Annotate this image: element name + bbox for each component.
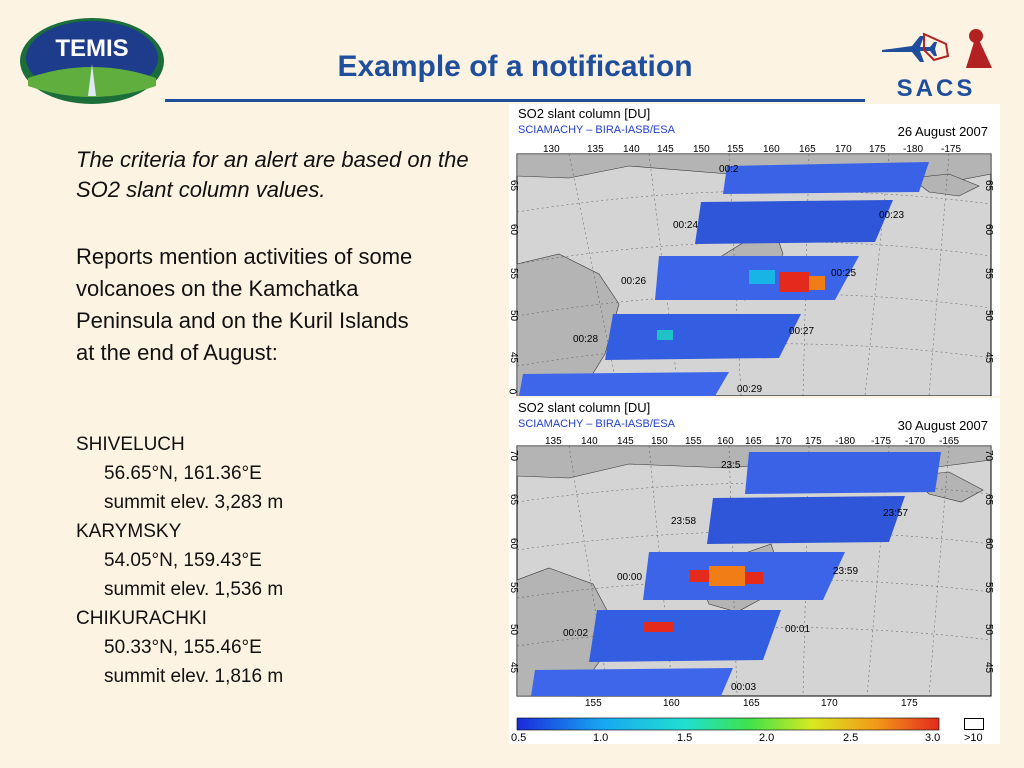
map-date: 26 August 2007 (897, 124, 988, 139)
lon-tick: 140 (623, 144, 640, 155)
colorbar-label: 1.5 (677, 732, 693, 744)
lon-tick: -180 (903, 144, 924, 155)
lat-tick: 45 (983, 351, 995, 364)
volcano-name: KARYMSKY (76, 521, 182, 542)
lon-tick-bottom: 165 (743, 698, 760, 709)
map-subtitle: SCIAMACHY – BIRA-IASB/ESA (518, 124, 675, 136)
volcano-coords: 54.05°N, 159.43°E (104, 550, 262, 571)
map-subtitle: SCIAMACHY – BIRA-IASB/ESA (518, 418, 675, 430)
volcano-name: CHIKURACHKI (76, 608, 207, 629)
orbit-time: 00:01 (785, 624, 811, 635)
map-title: SO2 slant column [DU] (518, 106, 651, 121)
page-title: Example of a notification (337, 50, 693, 83)
volcano-elevation: summit elev. 3,283 m (104, 492, 284, 513)
sacs-logo-text: SACS (896, 75, 976, 102)
lon-tick: -175 (941, 144, 962, 155)
lon-tick: 150 (693, 144, 710, 155)
lon-tick: 135 (545, 436, 562, 447)
lat-tick: 50 (983, 623, 995, 636)
lat-tick: 70 (508, 449, 520, 462)
lat-tick: 50 (508, 623, 520, 636)
sacs-logo (874, 22, 1004, 102)
lon-tick: 160 (717, 436, 734, 447)
lon-tick-bottom: 155 (585, 698, 602, 709)
orbit-time: 23:59 (833, 566, 859, 577)
map-date: 30 August 2007 (897, 418, 988, 433)
lat-tick: 50 (508, 309, 520, 322)
lon-tick: 145 (617, 436, 634, 447)
volcano-icon (966, 29, 992, 68)
lat-tick: 45 (508, 661, 520, 674)
lon-tick: 175 (805, 436, 822, 447)
orbit-time: 00:28 (573, 334, 599, 345)
lon-tick: 175 (869, 144, 886, 155)
lon-tick: 170 (835, 144, 852, 155)
lat-tick: 50 (983, 309, 995, 322)
lat-tick: 65 (983, 179, 995, 192)
orbit-time: 00:27 (789, 326, 815, 337)
lat-tick: 60 (983, 223, 995, 236)
lat-tick: 60 (508, 223, 520, 236)
lat-tick: 60 (508, 537, 520, 550)
orbit-time: 00:25 (831, 268, 857, 279)
lon-tick: 135 (587, 144, 604, 155)
lon-tick: 155 (727, 144, 744, 155)
volcano-item (76, 604, 406, 691)
lon-tick: 155 (685, 436, 702, 447)
volcano-coords: 50.33°N, 155.46°E (104, 637, 262, 658)
orbit-time: 00:2 (719, 164, 739, 175)
volcano-coords: 56.65°N, 161.36°E (104, 463, 262, 484)
lon-tick-bottom: 170 (821, 698, 838, 709)
volcano-elevation: summit elev. 1,816 m (104, 666, 284, 687)
so2-map-26-august (506, 104, 1000, 396)
lon-tick: 165 (799, 144, 816, 155)
lon-tick: 130 (543, 144, 560, 155)
orbit-time: 00:02 (563, 628, 589, 639)
lon-tick: -165 (939, 436, 960, 447)
temis-logo-text: TEMIS (55, 35, 129, 62)
lon-tick: -170 (905, 436, 926, 447)
airplane-icon (882, 36, 937, 62)
criteria-text: The criteria for an alert are based on the SO2 slant column values. (76, 147, 469, 202)
temis-logo (18, 16, 166, 106)
lat-tick: 60 (983, 537, 995, 550)
lat-tick: 65 (508, 179, 520, 192)
orbit-time: 23:58 (671, 516, 697, 527)
volcano-item (76, 430, 406, 517)
title-divider (165, 99, 865, 102)
colorbar-label: 2.0 (759, 732, 775, 744)
lat-tick: 55 (983, 267, 995, 280)
lon-tick-bottom: 160 (663, 698, 680, 709)
lat-tick: 55 (508, 267, 520, 280)
orbit-time: 00:23 (879, 210, 905, 221)
volcano-list (76, 430, 406, 691)
orbit-time: 00:00 (617, 572, 643, 583)
volcano-name: SHIVELUCH (76, 434, 185, 455)
orbit-time: 00:03 (731, 682, 757, 693)
lon-tick-bottom: 175 (901, 698, 918, 709)
lat-tick: 45 (508, 351, 520, 364)
lat-tick: 70 (983, 449, 995, 462)
colorbar (517, 718, 939, 730)
reports-text: Reports mention activities of some volcanoes on the Kamchatka Peninsula and on the Kuril Islands at the end of August: (76, 244, 413, 365)
lat-tick: 55 (983, 581, 995, 594)
volcano-item (76, 517, 406, 604)
orbit-time: 00:29 (737, 384, 763, 395)
lat-tick: 65 (508, 493, 520, 506)
volcano-elevation: summit elev. 1,536 m (104, 579, 284, 600)
colorbar-max-swatch (964, 718, 984, 730)
colorbar-label: 3.0 (925, 732, 941, 744)
lon-tick: 165 (745, 436, 762, 447)
colorbar-label: >10 (964, 732, 983, 744)
lat-tick: 0 (506, 388, 518, 395)
colorbar-label: 1.0 (593, 732, 609, 744)
lon-tick: 160 (763, 144, 780, 155)
lat-tick: 65 (983, 493, 995, 506)
lon-tick: 145 (657, 144, 674, 155)
lon-tick: -180 (835, 436, 856, 447)
orbit-time: 00:24 (673, 220, 699, 231)
so2-map-30-august (509, 398, 1000, 744)
lon-tick: 170 (775, 436, 792, 447)
orbit-time: 23:57 (883, 508, 909, 519)
lon-tick: -175 (871, 436, 892, 447)
orbit-time: 23:5 (721, 460, 741, 471)
lon-tick: 150 (651, 436, 668, 447)
colorbar-label: 0.5 (511, 732, 527, 744)
map-title: SO2 slant column [DU] (518, 400, 651, 415)
colorbar-label: 2.5 (843, 732, 859, 744)
so2-map-plot (509, 104, 1000, 396)
lat-tick: 45 (983, 661, 995, 674)
orbit-time: 00:26 (621, 276, 647, 287)
lat-tick: 55 (508, 581, 520, 594)
lon-tick: 140 (581, 436, 598, 447)
